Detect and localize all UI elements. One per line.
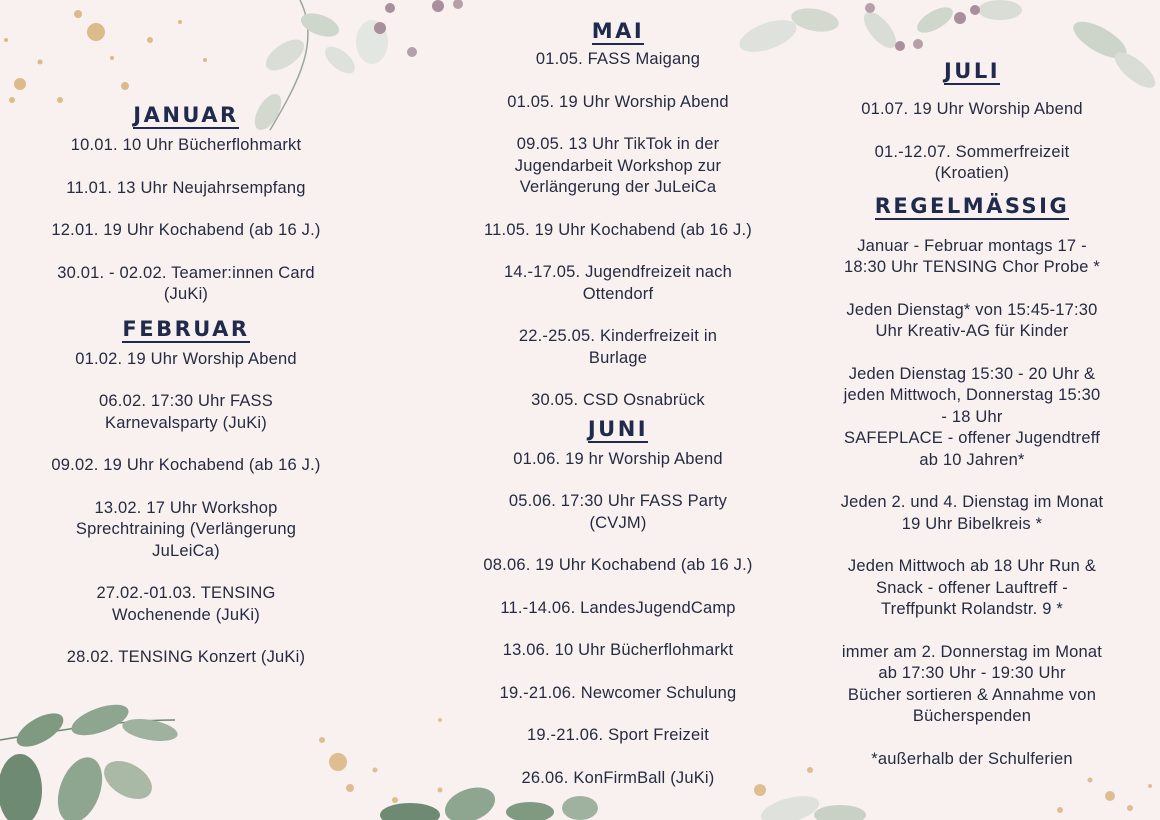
heading-regelmaessig: REGELMÄSSIG — [874, 193, 1070, 218]
event-entry: 12.01. 19 Uhr Kochabend (ab 16 J.) — [51, 221, 321, 239]
recurring-entry: Jeden Dienstag* von 15:45-17:30 Uhr Kreativ-AG für Kinder — [846, 300, 1098, 340]
event-entry: 19.-21.06. Sport Freizeit — [526, 726, 709, 744]
event-entry: 19.-21.06. Newcomer Schulung — [499, 683, 737, 702]
event-entry: 28.02. TENSING Konzert (JuKi) — [66, 648, 306, 666]
event-entry: 01.05. 19 Uhr Worship Abend — [507, 92, 729, 111]
recurring-entry: Jeden Mittwoch ab 18 Uhr Run & Snack - offener Lauftreff - Treffpunkt Rolandstr. 9 * — [847, 557, 1097, 618]
column-januar-februar — [40, 104, 332, 690]
gold-splatter-icon — [4, 10, 207, 103]
event-entry: 09.05. 13 Uhr TikTok in der Jugendarbeit Workshop zur Verlängerung der JuLeiCa — [514, 135, 722, 196]
event-entry: 06.02. 17:30 Uhr FASS Karnevalsparty (JuKi) — [99, 392, 273, 432]
event-entry: 14.-17.05. Jugendfreizeit nach Ottendorf — [504, 263, 732, 303]
event-entry: 10.01. 10 Uhr Bücherflohmarkt — [70, 136, 302, 154]
recurring-entry: Januar - Februar montags 17 - 18:30 Uhr TENSING Chor Probe * — [843, 236, 1101, 276]
event-entry: 30.05. CSD Osnabrück — [531, 391, 705, 409]
event-entry: 01.06. 19 hr Worship Abend — [513, 449, 723, 468]
event-entry: 01.-12.07. Sommerfreizeit (Kroatien) — [874, 142, 1070, 182]
event-entry: 08.06. 19 Uhr Kochabend (ab 16 J.) — [483, 556, 753, 574]
heading-februar: FEBRUAR — [122, 316, 250, 341]
event-entry: 30.01. - 02.02. Teamer:innen Card (JuKi) — [57, 263, 315, 303]
heading-mai: MAI — [591, 19, 645, 43]
event-entry: 11.01. 13 Uhr Neujahrsempfang — [66, 178, 306, 197]
event-entry: 01.05. FASS Maigang — [535, 50, 701, 68]
heading-januar: JANUAR — [133, 103, 239, 127]
event-entry: 11.-14.06. LandesJugendCamp — [500, 598, 736, 617]
recurring-entry: immer am 2. Donnerstag im Monat ab 17:30 Uhr - 19:30 Uhr Bücher sortieren & Annahme von Bücherspenden — [841, 642, 1103, 725]
recurring-entry: Jeden Dienstag 15:30 - 20 Uhr & jeden Mittwoch, Donnerstag 15:30 - 18 Uhr SAFEPLACE - offener Jugendtreff ab 10 Jahren* — [843, 364, 1101, 469]
column-mai-juni — [470, 20, 766, 810]
heading-juli: JULI — [943, 59, 1001, 83]
event-entry: 09.02. 19 Uhr Kochabend (ab 16 J.) — [51, 456, 321, 474]
event-entry: 01.07. 19 Uhr Worship Abend — [861, 100, 1083, 118]
footnote: *außerhalb der Schulferien — [871, 749, 1073, 768]
recurring-entry: Jeden 2. und 4. Dienstag im Monat 19 Uhr Bibelkreis * — [840, 493, 1104, 533]
event-entry: 27.02.-01.03. TENSING Wochenende (JuKi) — [96, 584, 276, 624]
event-entry: 05.06. 17:30 Uhr FASS Party (CVJM) — [508, 492, 728, 532]
event-entry: 26.06. KonFirmBall (JuKi) — [521, 768, 715, 787]
column-juli-regelmaessig — [826, 60, 1118, 791]
heading-juni: JUNI — [587, 416, 649, 441]
event-entry: 13.06. 10 Uhr Bücherflohmarkt — [502, 641, 734, 659]
event-entry: 22.-25.05. Kinderfreizeit in Burlage — [518, 327, 718, 367]
eucalyptus-icon — [0, 698, 179, 820]
event-entry: 11.05. 19 Uhr Kochabend (ab 16 J.) — [484, 220, 752, 239]
event-entry: 01.02. 19 Uhr Worship Abend — [75, 349, 297, 368]
event-entry: 13.02. 17 Uhr Workshop Sprechtraining (Verlängerung JuLeiCa) — [75, 498, 297, 560]
